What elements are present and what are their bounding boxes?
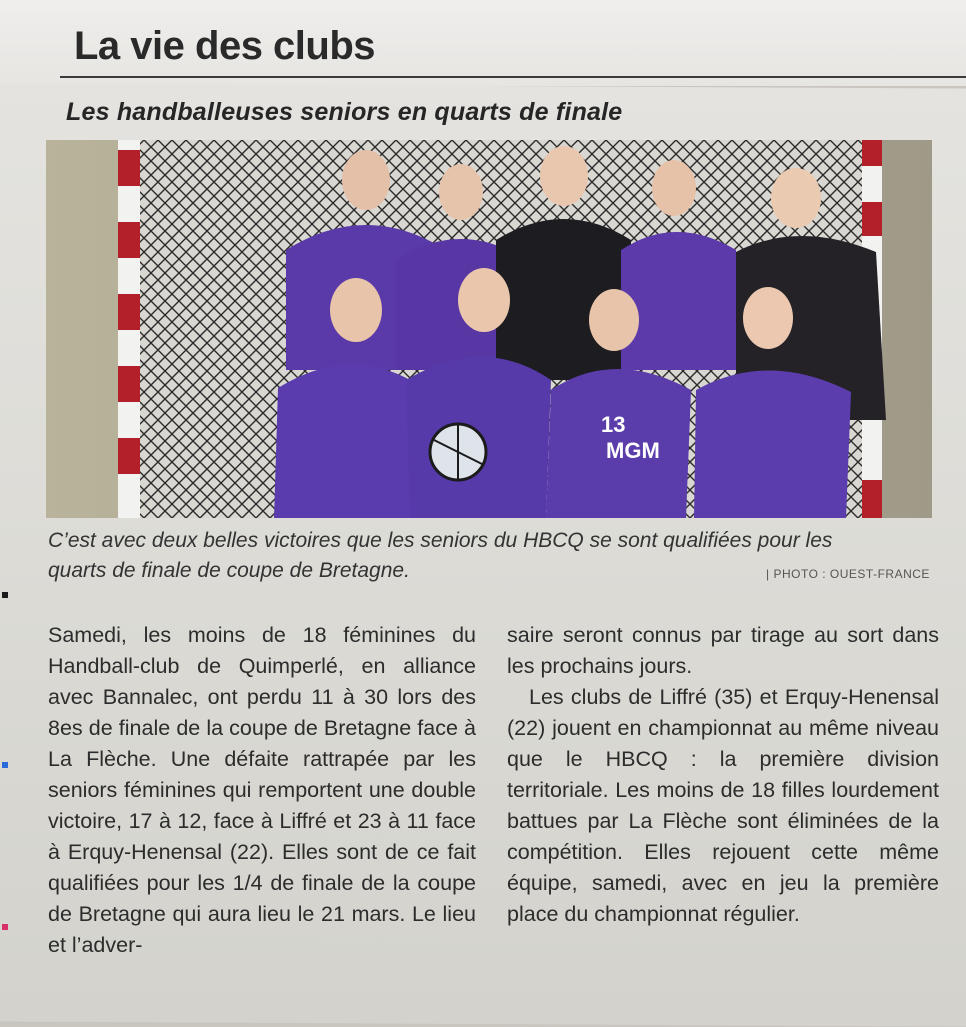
- goal-post-left: [118, 140, 140, 518]
- article-headline: Les handballeuses seniors en quarts de finale: [66, 98, 623, 126]
- margin-mark-magenta: [2, 924, 8, 930]
- section-title: La vie des clubs: [74, 24, 376, 68]
- article-paragraph-continued: saire seront connus par tirage au sort dans les prochains jours.: [507, 623, 939, 678]
- photo-credit: | PHOTO : OUEST-FRANCE: [766, 567, 930, 581]
- margin-mark-blue: [2, 762, 8, 768]
- jersey-sponsor: MGM: [606, 438, 660, 463]
- team-photo-illustration: [46, 140, 932, 518]
- article-column-right: [507, 620, 939, 930]
- team-photo: [46, 140, 932, 518]
- article-paragraph: Les clubs de Liffré (35) et Erquy-Henensal (22) jouent en championnat au même niveau que le HBCQ : la première division territoriale. Les moins de 18 filles lourdement battues par La Flèche sont éliminées de la compétition. Elles rejouent cette même équipe, samedi, avec en jeu la première place du championnat régulier.: [507, 685, 939, 926]
- photo-caption: C’est avec deux belles victoires que les seniors du HBCQ se sont qualifiées pour les quarts de finale de coupe de Bretagne.: [48, 529, 833, 582]
- article-column-left: [48, 620, 476, 961]
- header-rule: [60, 76, 966, 78]
- article-paragraph: Samedi, les moins de 18 féminines du Handball-club de Quimperlé, en alliance avec Bannalec, ont perdu 11 à 30 lors des 8es de finale de la coupe de Bretagne face à La Flèche. Une défaite rattrapée par les seniors féminines qui remportent une double victoire, 17 à 12, face à Liffré et 23 à 11 face à Erquy-Henensal (22). Elles sont de ce fait qualifiées pour les 1/4 de finale de la coupe de Bretagne qui aura lieu le 21 mars. Le lieu et l’adver-: [48, 623, 476, 957]
- margin-mark-black: [2, 592, 8, 598]
- jersey-number: 13: [601, 412, 626, 437]
